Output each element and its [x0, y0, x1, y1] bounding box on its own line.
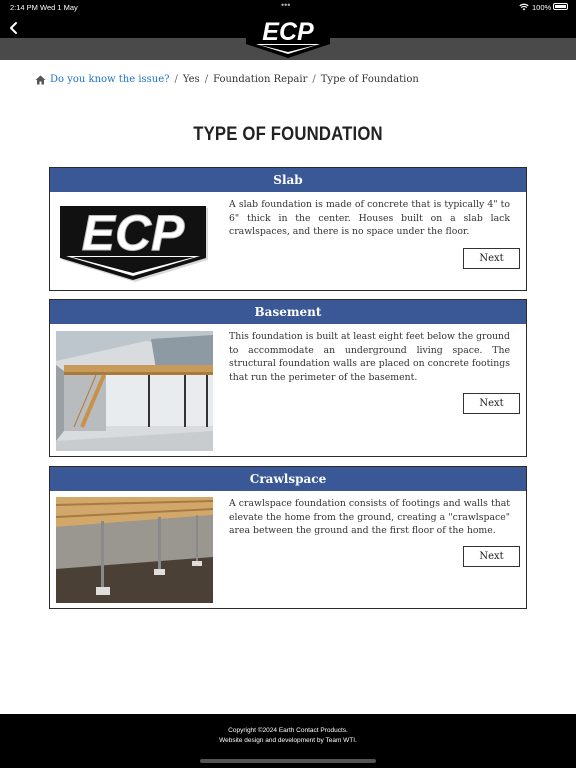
ecp-logo-image: [56, 198, 213, 288]
next-button[interactable]: Next: [463, 393, 520, 414]
breadcrumb-link-issue[interactable]: Do you know the issue?: [50, 74, 170, 85]
card-title: Basement: [50, 300, 526, 324]
crawlspace-photo: [56, 497, 213, 603]
status-time: 2:14 PM: [10, 3, 38, 12]
battery-icon: [553, 3, 568, 10]
ecp-logo[interactable]: [246, 14, 330, 58]
multitask-dots-icon[interactable]: •••: [281, 0, 291, 10]
breadcrumb-item-current: Type of Foundation: [320, 74, 419, 85]
breadcrumb: [35, 74, 419, 85]
home-indicator[interactable]: [200, 759, 376, 763]
breadcrumb-separator: /: [174, 74, 178, 85]
footer-copyright: Copyright ©2024 Earth Contact Products.: [228, 727, 348, 734]
status-date: Wed 1 May: [40, 3, 78, 12]
svg-text:ECP: ECP: [81, 205, 185, 261]
next-button[interactable]: Next: [463, 546, 520, 567]
page-title: TYPE OF FOUNDATION: [193, 124, 383, 145]
battery-percent: 100%: [532, 3, 552, 12]
home-icon[interactable]: [35, 75, 46, 85]
breadcrumb-item-foundation-repair[interactable]: Foundation Repair: [213, 74, 308, 85]
breadcrumb-item-yes[interactable]: Yes: [182, 74, 200, 85]
card-crawlspace: [49, 466, 527, 609]
card-description: A crawlspace foundation consists of footings and walls that elevate the home from the ground, creating a "crawlspace" area between the ground and the first floor of the home.: [229, 498, 510, 537]
breadcrumb-separator: /: [312, 74, 316, 85]
card-basement: [49, 299, 527, 457]
card-description: A slab foundation is made of concrete that is typically 4" to 6" thick in the center. Houses built on a slab lack crawlspaces, and there is no space under the floor.: [229, 199, 510, 238]
footer-credit: Website design and development by Team WTI.: [219, 737, 357, 744]
next-button[interactable]: Next: [463, 248, 520, 269]
card-slab: [49, 167, 527, 291]
card-description: This foundation is built at least eight feet below the ground to accommodate an underground living space. The structural foundation walls are placed on concrete footings that run the perimeter of the basement.: [229, 331, 510, 383]
card-title: Crawlspace: [50, 467, 526, 491]
breadcrumb-separator: /: [204, 74, 209, 85]
wifi-icon: [519, 2, 529, 11]
svg-text:ECP: ECP: [262, 18, 314, 46]
back-chevron-icon[interactable]: [6, 20, 22, 36]
basement-photo: [56, 331, 213, 451]
status-bar: [0, 0, 576, 14]
card-title: Slab: [50, 168, 526, 192]
